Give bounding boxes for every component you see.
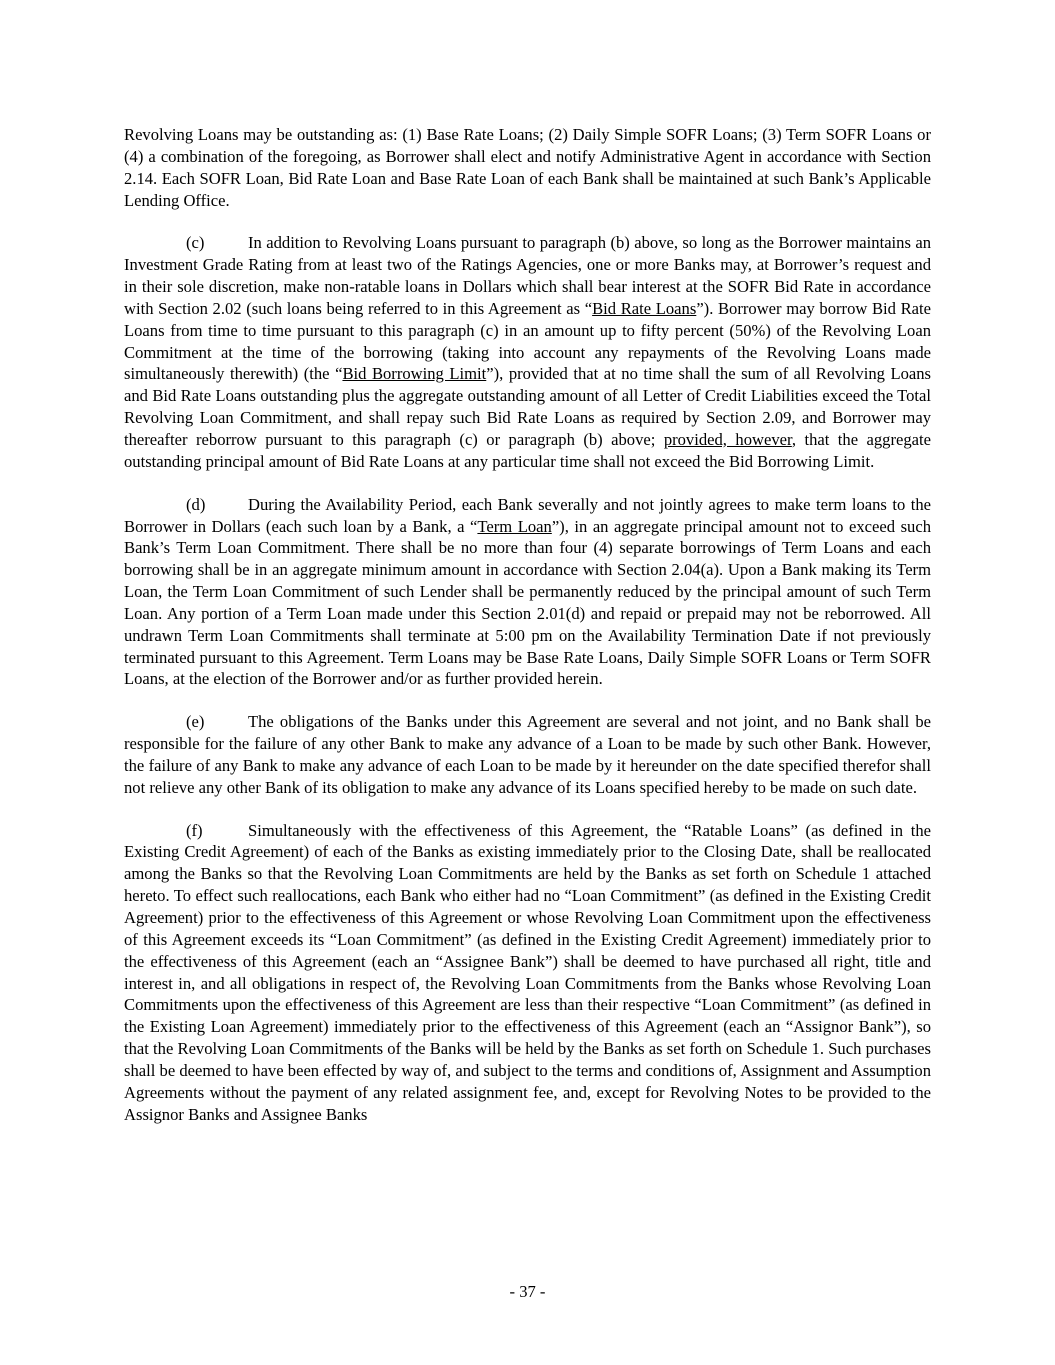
paragraph-f-label: (f) xyxy=(186,820,203,840)
paragraph-e xyxy=(124,711,931,798)
paragraph-c-label: (c) xyxy=(186,233,205,253)
paragraph-c-text-3: ”), provided that at no time shall the sum of all Revolving Loans and Bid Rate Loans outstanding plus the aggregate outstanding amount of all Letter of Credit Liabilities exceed the Total Revolving Loan Commitment, and shall repay such Bid Rate Loans as required by Section 2.09, and Borrower may thereafter reborrow pursuant to this paragraph (c) or paragraph (b) above; xyxy=(124,364,932,449)
paragraph-intro: Revolving Loans may be outstanding as: (1) Base Rate Loans; (2) Daily Simple SOFR Loans; (3) Term SOFR Loans or (4) a combination of the foregoing, as Borrower shall elect and notify Administrative Agent in accordance with Section 2.14. Each SOFR Loan, Bid Rate Loan and Base Rate Loan of each Bank shall be maintained at such Bank’s Applicable Lending Office. xyxy=(124,125,931,210)
defined-term-term-loan: Term Loan xyxy=(477,516,552,536)
paragraph-d-text-2: ”), in an aggregate principal amount not to exceed such Bank’s Term Loan Commitment. There shall be no more than four (4) separate borrowings of Term Loans and each borrowing shall be in an aggregate minimum amount in accordance with Section 2.04(a). Upon a Bank making its Term Loan, the Term Loan Commitment of such Lender shall be permanently reduced by the principal amount of such Term Loan. Any portion of a Term Loan made under this Section 2.01(d) and repaid or prepaid may not be reborrowed. All undrawn Term Loan Commitments shall terminate at 5:00 pm on the Availability Termination Date if not previously terminated pursuant to this Agreement. Term Loans may be Base Rate Loans, Daily Simple SOFR Loans or Term SOFR Loans, at the election of the Borrower and/or as further provided herein. xyxy=(124,516,931,689)
paragraph-c-text-4: , that the aggregate outstanding principal amount of Bid Rate Loans at any particular time shall not exceed the Bid Borrowing Limit. xyxy=(124,429,931,471)
page-number: - 37 - xyxy=(509,1282,546,1301)
provided-however: provided, however xyxy=(663,429,792,449)
paragraph-c-text-2: ”). Borrower may borrow Bid Rate Loans from time to time pursuant to this paragraph (c) in an amount up to fifty percent (50%) of the Revolving Loan Commitment at the time of the borrowing (taking into account any repayments of the Revolving Loans made simultaneously therewith) (the “ xyxy=(124,298,932,384)
defined-term-bid-rate-loans: Bid Rate Loans xyxy=(592,298,697,318)
paragraph-f-text: Simultaneously with the effectiveness of this Agreement, the “Ratable Loans” (as defined in the Existing Credit Agreement) of each of the Banks as existing immediately prior to the Closing Date, shall be reallocated among the Banks so that the Revolving Loan Commitments are held by the Banks as set forth on Schedule 1 attached hereto. To effect such reallocations, each Bank who either had no “Loan Commitment” (as defined in the Existing Credit Agreement) prior to the effectiveness of this Agreement or whose Revolving Loan Commitment upon the effectiveness of this Agreement exceeds its “Loan Commitment” (as defined in the Existing Credit Agreement) immediately prior to the effectiveness of this Agreement (each an “Assignee Bank”) shall be deemed to have purchased all right, title and interest in, and all obligations in respect of, the Revolving Loan Commitments from the Banks whose Revolving Loan Commitments upon the effectiveness of this Agreement are less than their respective “Loan Commitment” (as defined in the Existing Loan Agreement) immediately prior to the effectiveness of this Agreement (each an “Assignor Bank”), so that the Revolving Loan Commitments of the Banks will be held by the Banks as set forth on Schedule 1. Such purchases shall be deemed to have been effected by way of, and subject to the terms and conditions of, Assignment and Assumption Agreements without the payment of any related assignment fee, and, except for Revolving Notes to be provided to the Assignor Banks and Assignee Banks xyxy=(124,820,931,1124)
paragraph-e-text: The obligations of the Banks under this Agreement are several and not joint, and no Bank shall be responsible for the failure of any other Bank to make any advance of a Loan to be made by such other Bank. However, the failure of any Bank to make any advance of each Loan to be made by it hereunder on the date specified therefor shall not relieve any other Bank of its obligation to make any advance of its Loans specified hereby to be made on such date. xyxy=(124,712,931,797)
paragraph-d-text-1: During the Availability Period, each Bank severally and not jointly agrees to make term loans to the Borrower in Dollars (each such loan by a Bank, a “ xyxy=(124,494,931,536)
paragraph-d xyxy=(124,494,931,691)
paragraph-e-label: (e) xyxy=(186,712,205,732)
document-page xyxy=(124,124,931,1146)
defined-term-bid-borrowing-limit: Bid Borrowing Limit xyxy=(342,364,487,384)
paragraph-c xyxy=(124,232,931,472)
paragraph-f xyxy=(124,820,931,1126)
paragraph-d-label: (d) xyxy=(186,494,206,514)
paragraph-c-text-1: In addition to Revolving Loans pursuant to paragraph (b) above, so long as the Borrower maintains an Investment Grade Rating from at least two of the Ratings Agencies, one or more Banks may, at Borrower’s request and in their sole discretion, make non-ratable loans in Dollars which shall bear interest at the SOFR Bid Rate in accordance with Section 2.02 (such loans being referred to in this Agreement as “ xyxy=(124,233,931,318)
